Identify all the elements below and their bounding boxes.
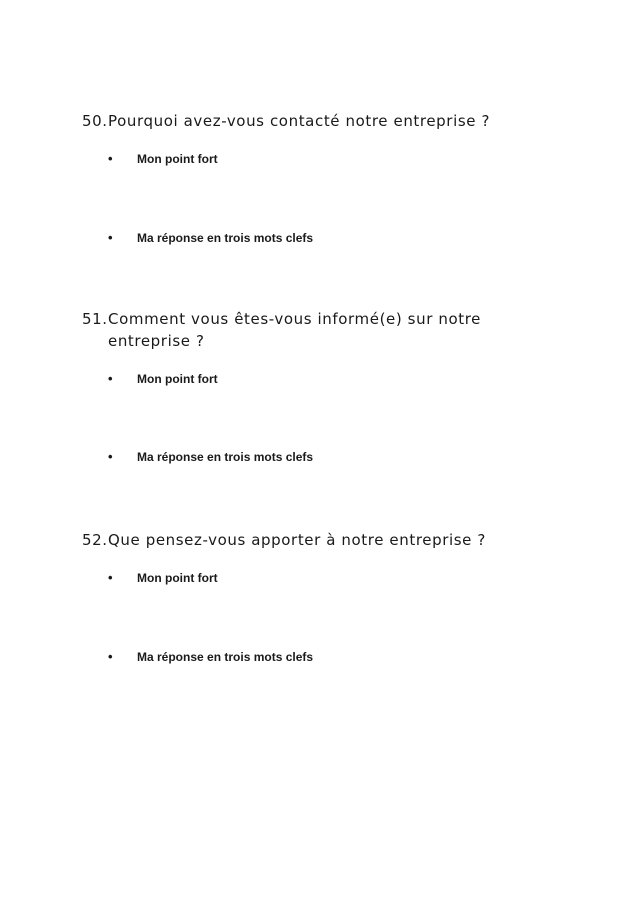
bullet-icon: • (108, 570, 113, 585)
question-text: Pourquoi avez-vous contacté notre entreprise ? (108, 112, 491, 130)
question-number: 52. (82, 531, 108, 549)
list-item-label: Ma réponse en trois mots clefs (137, 650, 314, 664)
list-item-label: Mon point fort (137, 372, 218, 386)
list-item-label: Mon point fort (137, 152, 218, 166)
list-item-label: Ma réponse en trois mots clefs (137, 450, 314, 464)
question-number: 51. (82, 310, 108, 328)
list-item-label: Ma réponse en trois mots clefs (137, 231, 314, 245)
bullet-icon: • (108, 649, 113, 664)
bullet-icon: • (108, 371, 113, 386)
question-number: 50. (82, 112, 108, 130)
list-item-mots-clefs (0, 648, 638, 666)
question-title (82, 529, 522, 551)
list-item-mots-clefs (0, 229, 638, 247)
question-text: Que pensez-vous apporter à notre entreprise ? (108, 531, 486, 549)
bullet-icon: • (108, 230, 113, 245)
bullet-icon: • (108, 449, 113, 464)
bullet-icon: • (108, 151, 113, 166)
list-item-point-fort (0, 370, 638, 388)
list-item-label: Mon point fort (137, 571, 218, 585)
question-title (82, 110, 522, 132)
question-text: Comment vous êtes-vous informé(e) sur notre entreprise ? (108, 310, 481, 350)
question-title (82, 308, 522, 352)
list-item-point-fort (0, 150, 638, 168)
list-item-point-fort (0, 569, 638, 587)
list-item-mots-clefs (0, 448, 638, 466)
